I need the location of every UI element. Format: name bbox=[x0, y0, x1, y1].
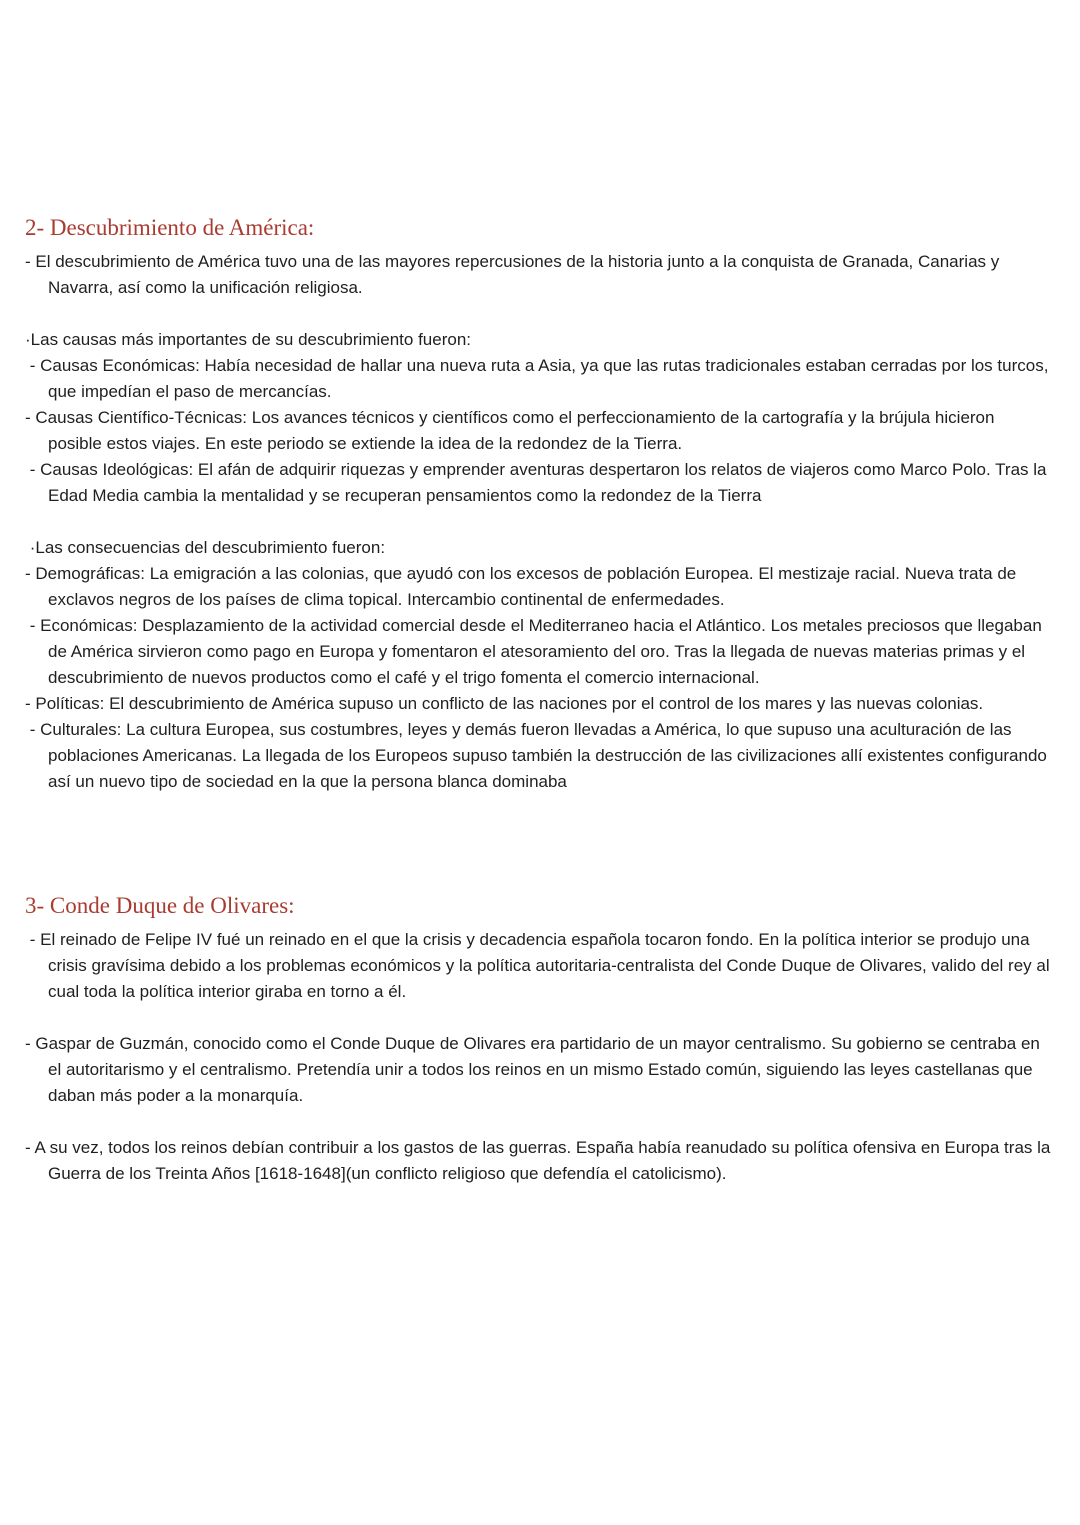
paragraph: - Gaspar de Guzmán, conocido como el Conde Duque de Olivares era partidario de un mayor centralismo. Su gobierno se centraba en el autoritarismo y el centralismo. Pretendía unir a todos los reinos en un mismo Estado común, siguiendo las leyes castellanas que daban más poder a la monarquía. bbox=[25, 1034, 1045, 1105]
section-heading: 3- Conde Duque de Olivares: bbox=[25, 893, 295, 918]
paragraph: - Causas Científico-Técnicas: Los avances técnicos y científicos como el perfeccionamiento de la cartografía y la brújula hicieron posible estos viajes. En este periodo se extiende la idea de la redondez de la Tierra. bbox=[25, 408, 1000, 453]
spacer bbox=[25, 509, 1052, 535]
section-descubrimiento-america bbox=[25, 213, 1052, 795]
paragraph: - Culturales: La cultura Europea, sus costumbres, leyes y demás fueron llevadas a América, lo que supuso una aculturación de las poblaciones Americanas. La llegada de los Europeos supuso también la destrucción de las civilizaciones allí existentes configurando así un nuevo tipo de sociedad en la que la persona blanca dominaba bbox=[25, 720, 1052, 791]
section-conde-duque-olivares bbox=[25, 891, 1056, 1187]
paragraph: - Causas Ideológicas: El afán de adquirir riquezas y emprender aventuras despertaron los relatos de viajeros como Marco Polo. Tras la Edad Media cambia la mentalidad y se recuperan pensamientos como la redondez de la Tierra bbox=[25, 460, 1052, 505]
paragraph: - Económicas: Desplazamiento de la actividad comercial desde el Mediterraneo hacia el Atlántico. Los metales preciosos que llegaban de América sirvieron como pago en Europa y fomentaron el atesoramiento del oro. Tras la llegada de nuevas materias primas y el descubrimiento de nuevos productos como el café y el trigo fomenta el comercio internacional. bbox=[25, 616, 1047, 687]
paragraph: ·Las causas más importantes de su descubrimiento fueron: bbox=[25, 330, 472, 349]
section-heading: 2- Descubrimiento de América: bbox=[25, 215, 315, 240]
paragraph: - Demográficas: La emigración a las colonias, que ayudó con los excesos de población Europea. El mestizaje racial. Nueva trata de exclavos negros de los países de clima topical. Intercambio continental de enfermedades. bbox=[25, 564, 1021, 609]
paragraph: ·Las consecuencias del descubrimiento fueron: bbox=[25, 538, 386, 557]
paragraph: - El descubrimiento de América tuvo una de las mayores repercusiones de la historia junto a la conquista de Granada, Canarias y Navarra, así como la unificación religiosa. bbox=[25, 252, 1004, 297]
section-gap bbox=[25, 795, 1052, 891]
spacer bbox=[25, 301, 1052, 327]
paragraph: - El reinado de Felipe IV fué un reinado en el que la crisis y decadencia española tocaron fondo. En la política interior se produjo una crisis gravísima debido a los problemas económicos y la política autoritaria-centralista del Conde Duque de Olivares, valido del rey al cual toda la política interior giraba en torno a él. bbox=[25, 930, 1055, 1001]
paragraph: - Causas Económicas: Había necesidad de hallar una nueva ruta a Asia, ya que las rutas tradicionales estaban cerradas por los turcos, que impedían el paso de mercancías. bbox=[25, 356, 1054, 401]
paragraph: - A su vez, todos los reinos debían contribuir a los gastos de las guerras. España había reanudado su política ofensiva en Europa tras la Guerra de los Treinta Años [1618-1648](un conflicto religioso que defendía el catolicismo). bbox=[25, 1138, 1056, 1183]
spacer bbox=[25, 1005, 1052, 1031]
paragraph: - Políticas: El descubrimiento de América supuso un conflicto de las naciones por el control de los mares y las nuevas colonias. bbox=[25, 694, 984, 713]
spacer bbox=[25, 1109, 1052, 1135]
